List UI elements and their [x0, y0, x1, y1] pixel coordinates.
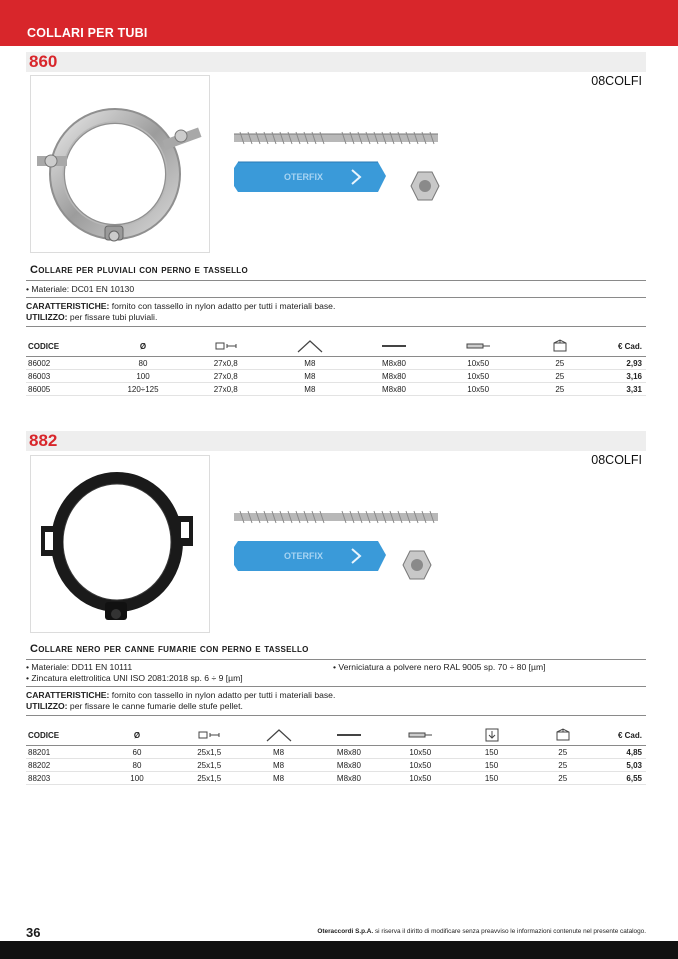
inner-box-icon [456, 725, 527, 746]
plug-label: OTERFIX [284, 172, 324, 182]
screw-icon [352, 336, 436, 357]
company-name: Oteraccordi S.p.A. [317, 928, 374, 935]
product-table-860 [26, 336, 646, 396]
plug-label: OTERFIX [284, 551, 324, 561]
spec-material: • Materiale: DC01 EN 10130 [26, 284, 135, 294]
product-860-header [26, 52, 646, 72]
screw-icon [313, 725, 384, 746]
divider [26, 297, 646, 298]
hex-nut-icon [403, 551, 431, 579]
hex-nut-icon [411, 172, 439, 200]
product-882-header [26, 431, 646, 451]
table-row: 86002 80 27x0,8 M8 M8x80 10x50 25 2,93 [26, 357, 646, 370]
divider [26, 715, 646, 716]
product-code: 860 [29, 52, 58, 71]
divider [26, 280, 646, 281]
accessories-photo [232, 499, 442, 599]
table-row: 86003 100 27x0,8 M8 M8x80 10x50 25 3,16 [26, 370, 646, 383]
thread-icon [268, 336, 352, 357]
divider [26, 326, 646, 327]
section-icon [184, 336, 268, 357]
plug-icon [385, 725, 456, 746]
section-icon [175, 725, 244, 746]
product-description: CARATTERISTICHE: fornito con tassello in nylon adatto per tutti i materiali base. UTILIZZO: per fissare le canne fumarie delle stufe pellet. [26, 690, 336, 711]
divider [26, 659, 646, 660]
footer-notice [317, 928, 646, 935]
wall-plug-icon [234, 541, 386, 571]
product-photo-black-clamp [30, 455, 210, 633]
thread-icon [244, 725, 313, 746]
table-row: 88203 100 25x1,5 M8 M8x80 10x50 150 25 6,55 [26, 772, 646, 785]
table-row: 88201 60 25x1,5 M8 M8x80 10x50 150 25 4,85 [26, 746, 646, 759]
spec-zinc-plating: • Zincatura elettrolitica UNI ISO 2081:2018 sp. 6 ÷ 9 [µm] [26, 673, 243, 683]
plug-icon [436, 336, 520, 357]
col-diameter: Ø [102, 336, 183, 357]
disclaimer: si riserva il diritto di modificare senza preavviso le informazioni contenute nel presente catalogo. [374, 928, 646, 935]
spec-material: • Materiale: DD11 EN 10111 [26, 662, 133, 672]
col-price: € Cad. [599, 336, 646, 357]
product-title: Collare per pluviali con perno e tassello [30, 264, 248, 276]
table-row: 86005 120÷125 27x0,8 M8 M8x80 10x50 25 3,31 [26, 383, 646, 396]
box-icon [527, 725, 598, 746]
product-code: 882 [29, 431, 58, 450]
wall-plug-icon [234, 162, 386, 192]
product-description: CARATTERISTICHE: fornito con tassello in nylon adatto per tutti i materiali base. UTILIZZO: per fissare tubi pluviali. [26, 301, 336, 322]
product-photo-pipe-clamp [30, 75, 210, 253]
page-number: 36 [26, 925, 41, 940]
spec-paint: • Verniciatura a polvere nero RAL 9005 sp. 70 ÷ 80 [µm] [333, 662, 546, 672]
col-diameter: Ø [99, 725, 174, 746]
col-codice: CODICE [26, 725, 99, 746]
threaded-bolt-icon [234, 511, 438, 523]
section-header-bar [0, 0, 678, 46]
col-price: € Cad. [598, 725, 646, 746]
accessories-photo [232, 120, 442, 220]
brand-code: 08COLFI [591, 74, 642, 88]
col-codice: CODICE [26, 336, 102, 357]
box-icon [520, 336, 599, 357]
brand-code: 08COLFI [591, 453, 642, 467]
divider [26, 686, 646, 687]
product-table-882 [26, 725, 646, 785]
table-row: 88202 80 25x1,5 M8 M8x80 10x50 150 25 5,03 [26, 759, 646, 772]
threaded-bolt-icon [234, 132, 438, 144]
product-title: Collare nero per canne fumarie con perno e tassello [30, 643, 309, 655]
footer-bar [0, 941, 678, 959]
section-title: COLLARI PER TUBI [27, 26, 148, 40]
